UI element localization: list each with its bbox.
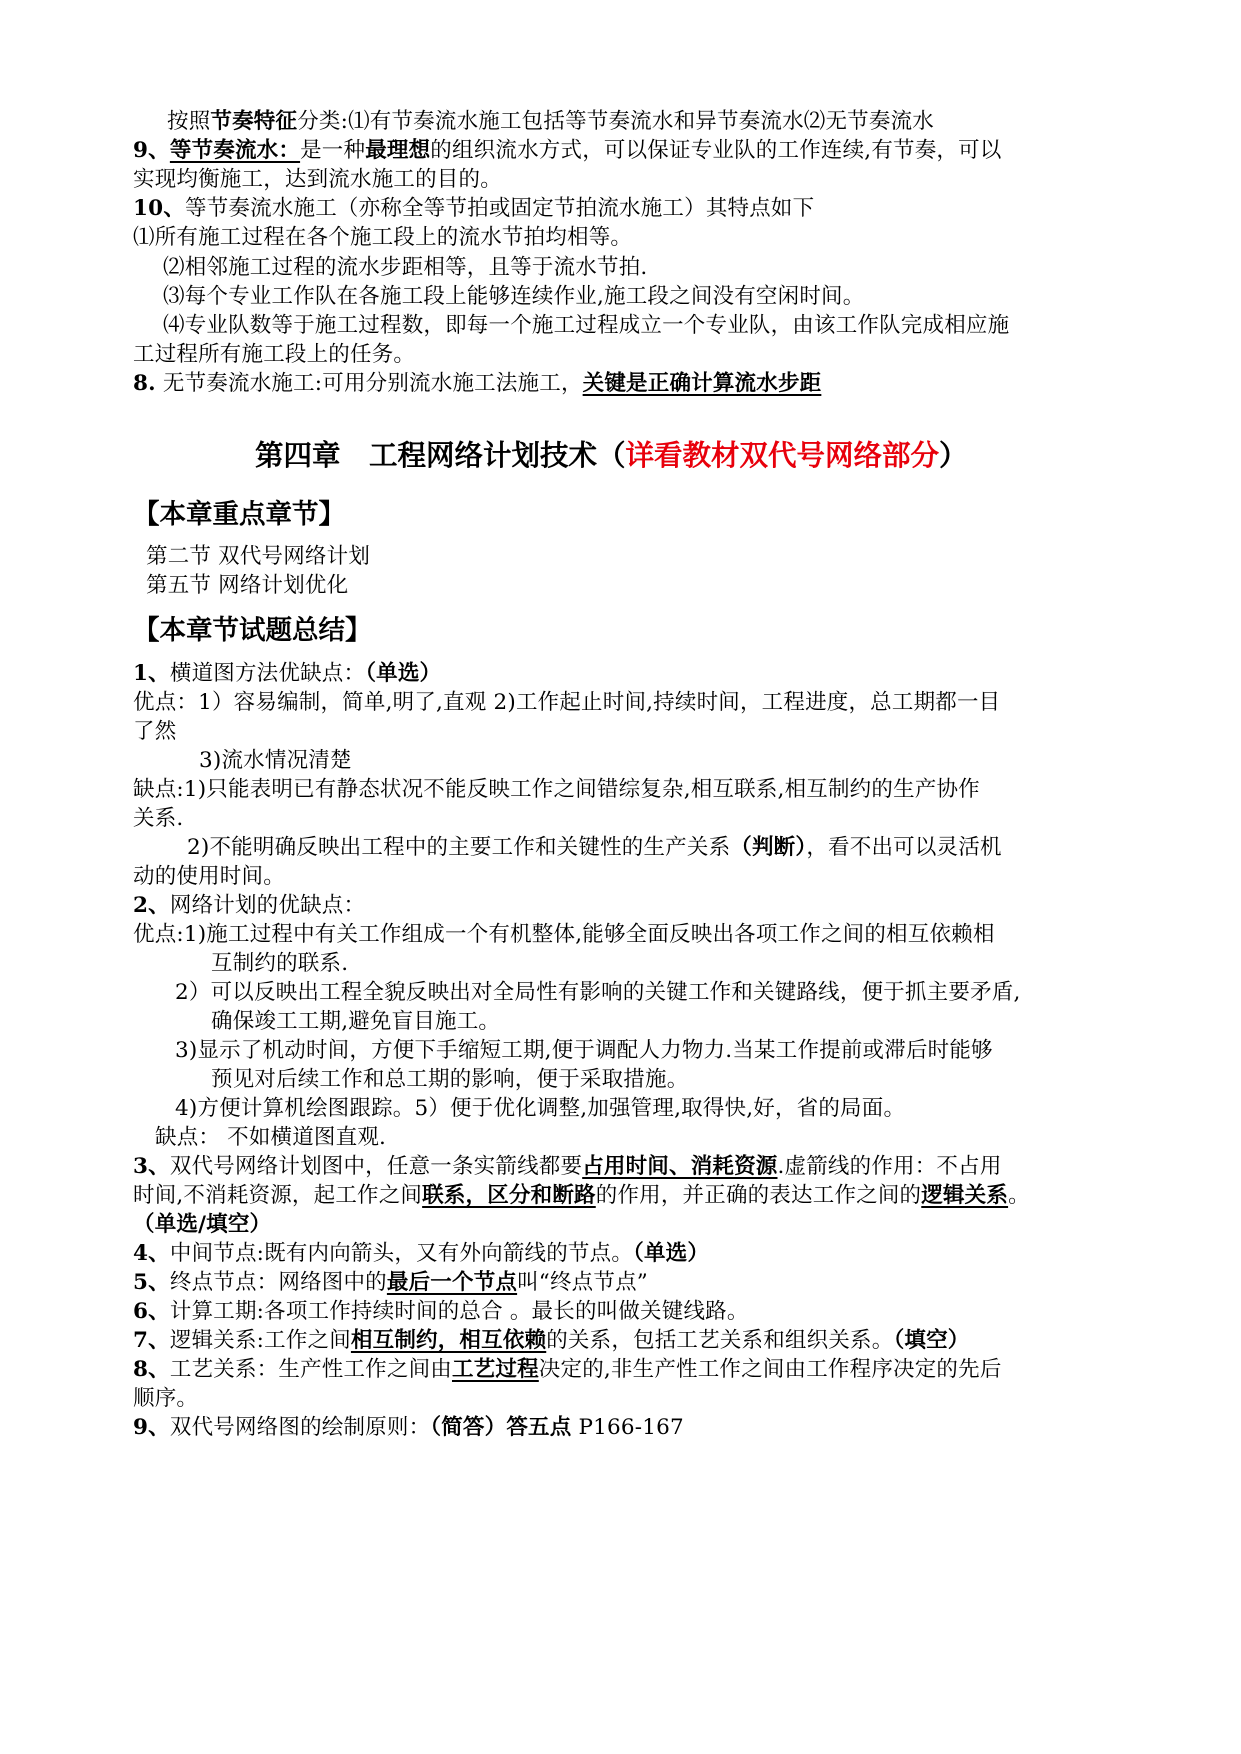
chapter-highlight: 详看教材双代号网络部分: [625, 439, 940, 472]
text: 计算工期:各项工作持续时间的总合 。最长的叫做关键线路。: [169, 1299, 749, 1324]
item-number: 7、: [133, 1328, 170, 1353]
bold-underlined-term: 相互制约，相互依赖: [350, 1328, 547, 1353]
text: 2)不能明确反映出工程中的主要工作和关键性的生产关系: [187, 835, 731, 860]
item-number: 1、: [133, 661, 170, 686]
text-line: 实现均衡施工，达到流水施工的目的。: [133, 167, 502, 192]
text: 终点节点：网络图中的: [169, 1270, 387, 1295]
text-line: 3)流水情况清楚: [199, 748, 352, 773]
question-type-tag: （单选/填空）: [133, 1212, 272, 1237]
q6-line: [133, 1297, 749, 1327]
item-number: 8、: [133, 1357, 170, 1382]
item-number: 3、: [133, 1154, 170, 1179]
text: 逻辑关系:工作之间: [169, 1328, 351, 1353]
text-line: 确保竣工工期,避免盲目施工。: [211, 1009, 501, 1034]
q2-line: [133, 891, 365, 921]
item-number: 9、: [133, 138, 170, 163]
q9-line: [133, 1413, 684, 1443]
text: 中间节点:既有内向箭头，又有外向箭线的节点。: [169, 1241, 634, 1266]
section-title: 【本章重点章节】: [133, 499, 345, 530]
text-line: [167, 107, 934, 137]
key-section-item: 第五节 网络计划优化: [146, 573, 349, 598]
text: 双代号网络计划图中，任意一条实箭线都要: [169, 1154, 583, 1179]
q4-line: [133, 1239, 709, 1269]
text-line: 优点：1）容易编制，简单,明了,直观 2)工作起止时间,持续时间，工程进度，总工期都一目: [133, 690, 1001, 715]
text-line: ⑶每个专业工作队在各施工段上能够连续作业,施工段之间没有空闲时间。: [163, 284, 865, 309]
item-9-line: [133, 136, 1002, 166]
question-type-tag: （单选）: [633, 1241, 710, 1266]
text-line: 4)方便计算机绘图跟踪。5）便于优化调整,加强管理,取得快,好，省的局面。: [175, 1096, 906, 1121]
item-number: 9、: [133, 1415, 170, 1440]
text-line: [133, 1181, 1030, 1211]
text-line: 了然: [133, 719, 177, 744]
item-number: 4、: [133, 1241, 170, 1266]
text: 。: [1008, 1183, 1030, 1208]
item-number: 2、: [133, 893, 170, 918]
text-line: 工过程所有施工段上的任务。: [133, 342, 416, 367]
text-line: ⑴所有施工过程在各个施工段上的流水节拍均相等。: [133, 225, 633, 250]
item-number: 8.: [133, 371, 156, 396]
text: 双代号网络图的绘制原则：: [169, 1415, 431, 1440]
bold-underlined-term: 占用时间、消耗资源: [582, 1154, 778, 1179]
text-line: ⑷专业队数等于施工过程数，即每一个施工过程成立一个专业队，由该工作队完成相应施: [163, 313, 1010, 338]
q1-line: [133, 659, 441, 689]
section-title: 【本章节试题总结】: [133, 615, 372, 646]
chapter-title: 第四章 工程网络计划技术（: [255, 439, 626, 472]
text: ，看不出可以灵活机: [806, 835, 1002, 860]
text: 无节奏流水施工:可用分别流水施工法施工，: [155, 371, 583, 396]
question-type-tag: （填空）: [893, 1328, 970, 1353]
text: 时间,不消耗资源，起工作之间: [133, 1183, 423, 1208]
text-line: 缺点:1)只能表明已有静态状况不能反映工作之间错综复杂,相互联系,相互制约的生产协作: [133, 777, 980, 802]
item-8-line: [133, 369, 821, 399]
text: 工艺关系：生产性工作之间由: [169, 1357, 452, 1382]
q3-line: [133, 1152, 1002, 1182]
text-line: 预见对后续工作和总工期的影响，便于采取措施。: [211, 1067, 689, 1092]
text-line: 优点:1)施工过程中有关工作组成一个有机整体,能够全面反映出各项工作之间的相互依赖相: [133, 922, 995, 947]
bold-underlined-term: 关键是正确计算流水步距: [582, 371, 822, 396]
q8-line: [133, 1355, 1002, 1385]
text: 是一种: [300, 138, 366, 163]
item-10-line: [133, 194, 814, 224]
q5-line: [133, 1268, 648, 1298]
chapter-heading: [255, 436, 968, 476]
text-line: ⑵相邻施工过程的流水步距相等，且等于流水节拍.: [163, 255, 648, 280]
item-number: 6、: [133, 1299, 170, 1324]
text: 横道图方法优缺点：: [169, 661, 366, 686]
text-line: 3)显示了机动时间，方便下手缩短工期,便于调配人力物力.当某工作提前或滞后时能够: [175, 1038, 993, 1063]
bold-underlined-term: 联系，区分和断路: [422, 1183, 596, 1208]
key-section-item: 第二节 双代号网络计划: [146, 544, 371, 569]
bold-text: 节奏特征: [210, 109, 298, 134]
text: .虚箭线的作用：不占用: [777, 1154, 1002, 1179]
text: 的作用，并正确的表达工作之间的: [595, 1183, 922, 1208]
question-type-tag: （简答）答五点: [430, 1415, 572, 1440]
bold-underlined-term: 逻辑关系: [921, 1183, 1009, 1208]
bold-underlined-term: 等节奏流水：: [169, 138, 301, 163]
question-type-tag: （单选）: [365, 661, 442, 686]
item-number: 10、: [133, 196, 186, 221]
text: 的组织流水方式，可以保证专业队的工作连续,有节奏，可以: [430, 138, 1002, 163]
item-number: 5、: [133, 1270, 170, 1295]
text-line: 互制约的联系.: [211, 951, 349, 976]
bold-text: 最理想: [365, 138, 431, 163]
text-line: [187, 833, 1002, 863]
text: 分类:⑴有节奏流水施工包括等节奏流水和异节奏流水⑵无节奏流水: [297, 109, 934, 134]
text-line: 2）可以反映出工程全貌反映出对全局性有影响的关键工作和关键路线，便于抓主要矛盾,: [175, 980, 1021, 1005]
q7-line: [133, 1326, 970, 1356]
question-type-tag: （判断）: [730, 835, 807, 860]
text: 的关系，包括工艺关系和组织关系。: [546, 1328, 894, 1353]
text: 按照: [167, 109, 211, 134]
text-line: 关系.: [133, 806, 184, 831]
text: 网络计划的优缺点：: [169, 893, 366, 918]
bold-underlined-term: 最后一个节点: [386, 1270, 518, 1295]
text-line: 顺序。: [133, 1386, 199, 1411]
text: 决定的,非生产性工作之间由工作程序决定的先后: [538, 1357, 1002, 1382]
text-line: 动的使用时间。: [133, 864, 285, 889]
text: 叫“终点节点”: [517, 1270, 648, 1295]
text-line: 缺点： 不如横道图直观.: [155, 1125, 387, 1150]
page-reference: P166-167: [571, 1415, 684, 1440]
chapter-title-suffix: ）: [939, 439, 968, 472]
bold-underlined-term: 工艺过程: [451, 1357, 539, 1382]
text: 等节奏流水施工（亦称全等节拍或固定节拍流水施工）其特点如下: [185, 196, 815, 221]
